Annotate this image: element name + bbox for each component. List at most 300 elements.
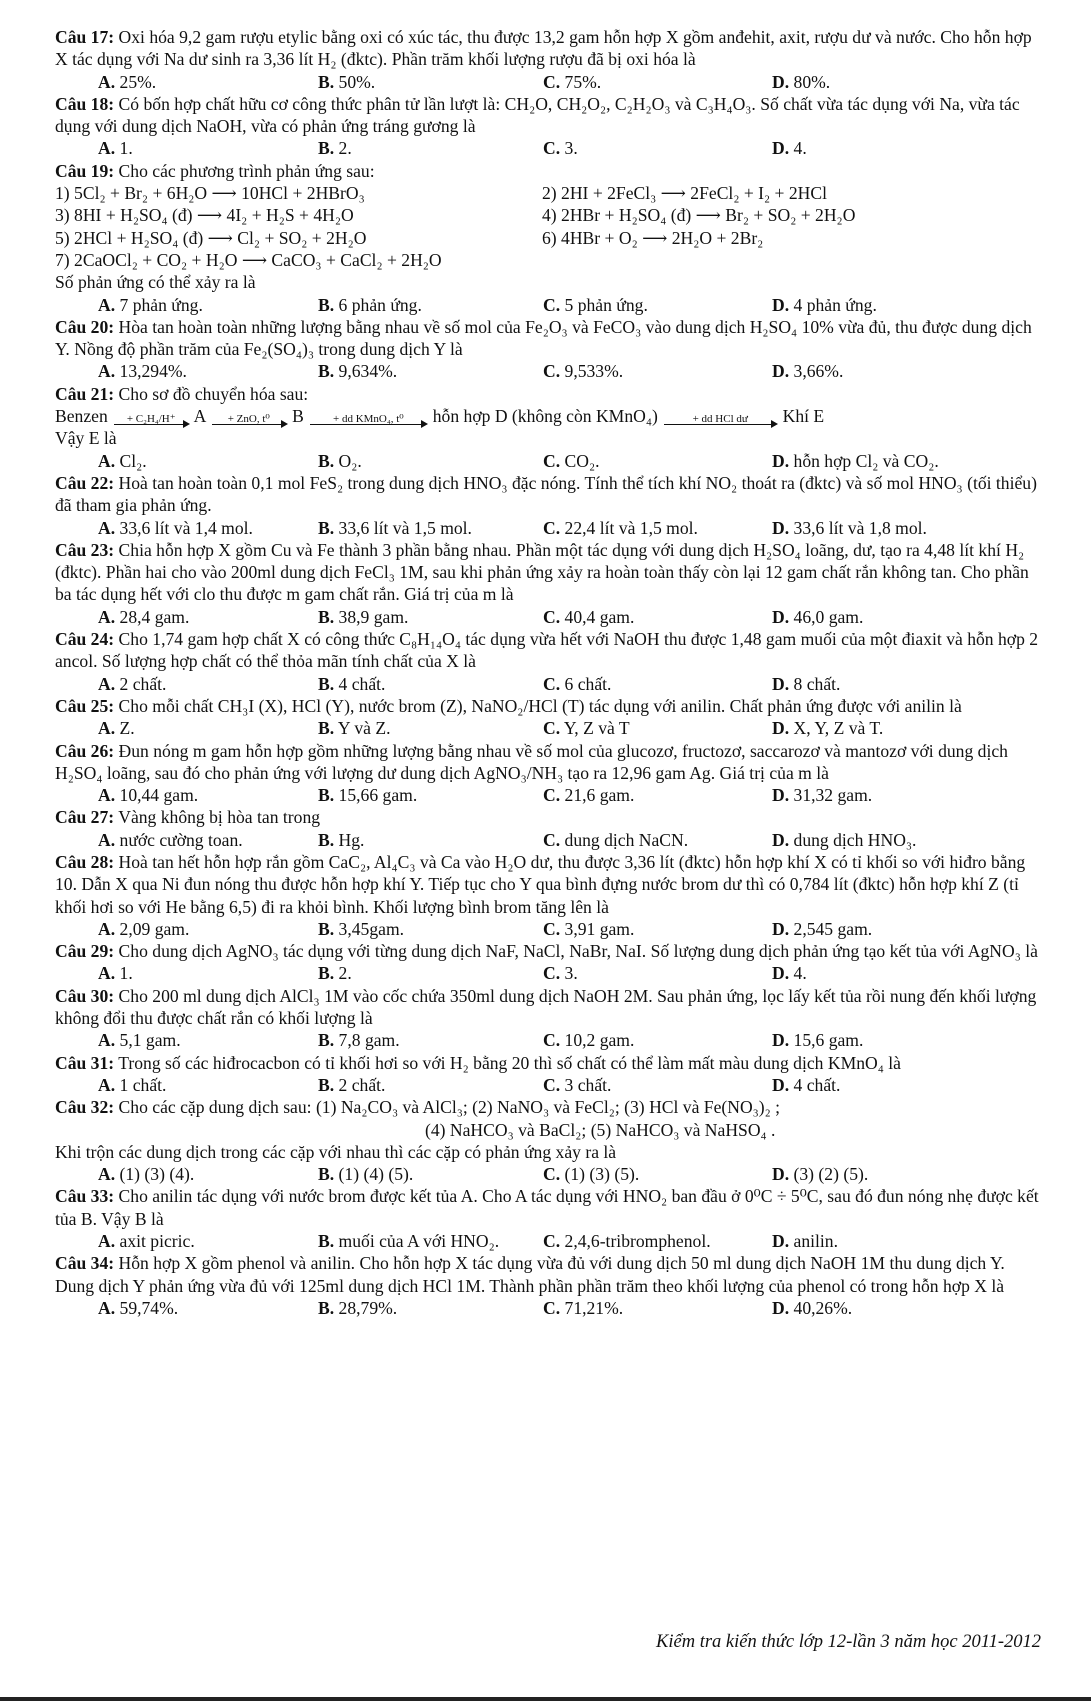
answer-option-d[interactable] — [772, 1163, 868, 1185]
question-stem — [55, 383, 1043, 405]
answer-option-a[interactable] — [98, 673, 318, 695]
question-stem — [55, 1185, 1043, 1230]
question-block — [55, 26, 1043, 93]
option-text: 71,21%. — [564, 1297, 624, 1318]
answer-option-d[interactable] — [772, 1230, 838, 1252]
question-block — [55, 740, 1043, 807]
answer-option-a[interactable] — [98, 1074, 318, 1096]
answer-option-c[interactable] — [543, 450, 772, 472]
answer-option-a[interactable] — [98, 71, 318, 93]
answer-option-b[interactable] — [318, 1029, 543, 1051]
option-text: dung dịch HNO₃. — [793, 829, 917, 850]
answer-option-b[interactable] — [318, 918, 543, 940]
option-text: 9,533%. — [564, 361, 624, 382]
answer-option-a[interactable] — [98, 294, 318, 316]
question-conclusion: Số phản ứng có thể xảy ra là — [55, 272, 256, 293]
question-number: Câu 29: — [55, 941, 115, 962]
answer-option-b[interactable] — [318, 962, 543, 984]
option-letter: B. — [318, 718, 335, 739]
question-number: Câu 26: — [55, 740, 115, 761]
option-text: 2 chất. — [338, 1074, 386, 1095]
option-text: 3. — [564, 963, 578, 984]
option-letter: B. — [318, 785, 335, 806]
question-text: Vàng không bị hòa tan trong — [118, 807, 321, 828]
answer-option-c[interactable] — [543, 918, 772, 940]
option-letter: B. — [318, 1297, 335, 1318]
scheme-node: B — [292, 406, 304, 427]
answer-option-b[interactable] — [318, 294, 543, 316]
option-text: 33,6 lít và 1,5 mol. — [338, 517, 472, 538]
answer-option-b[interactable] — [318, 829, 543, 851]
answer-option-b[interactable] — [318, 517, 543, 539]
option-letter: B. — [318, 361, 335, 382]
option-text: (1) (4) (5). — [338, 1164, 414, 1185]
answer-option-a[interactable] — [98, 360, 318, 382]
option-text: 3 chất. — [564, 1074, 612, 1095]
question-stem — [55, 940, 1043, 962]
option-letter: C. — [543, 450, 561, 471]
option-letter: D. — [772, 294, 790, 315]
question-block — [55, 539, 1043, 628]
question-text: Hoà tan hoàn toàn 0,1 mol FeS₂ trong dung dịch HNO₃ đặc nóng. Tính thể tích khí NO₂ thoát ra (đktc) và số mol HNO₃ (tối thiểu) đã tham gia phản ứng. — [55, 472, 1037, 516]
answer-options — [55, 829, 1043, 851]
answer-option-c[interactable] — [543, 517, 772, 539]
option-text: 4 chất. — [793, 1074, 841, 1095]
option-text: 28,4 gam. — [119, 606, 190, 627]
exam-page — [55, 26, 1043, 1319]
option-letter: C. — [543, 361, 561, 382]
question-block — [55, 160, 1043, 316]
option-text: 15,66 gam. — [338, 785, 418, 806]
option-text: dung dịch NaCN. — [564, 829, 689, 850]
option-letter: A. — [98, 785, 116, 806]
option-text: 1 chất. — [119, 1074, 167, 1095]
answer-option-d[interactable] — [772, 829, 916, 851]
question-block — [55, 695, 1043, 740]
answer-option-b[interactable] — [318, 1163, 543, 1185]
answer-option-c[interactable] — [543, 829, 772, 851]
option-letter: D. — [772, 673, 790, 694]
answer-option-d[interactable] — [772, 450, 939, 472]
question-text: Cho sơ đồ chuyển hóa sau: — [118, 383, 309, 404]
option-text: 7 phản ứng. — [119, 294, 203, 315]
question-block — [55, 383, 1043, 472]
answer-options — [55, 1029, 1043, 1051]
question-block — [55, 628, 1043, 695]
option-letter: A. — [98, 517, 116, 538]
option-letter: C. — [543, 963, 561, 984]
answer-option-d[interactable] — [772, 962, 807, 984]
option-text: 2,4,6-tribromphenol. — [564, 1231, 711, 1252]
question-text: Cho mỗi chất CH₃I (X), HCl (Y), nước brom (Z), NaNO₂/HCl (T) tác dụng với anilin. Chất phản ứng được với anilin là — [118, 695, 962, 716]
answer-option-d[interactable] — [772, 1074, 840, 1096]
option-letter: D. — [772, 1164, 790, 1185]
option-letter: B. — [318, 829, 335, 850]
answer-option-a[interactable] — [98, 1029, 318, 1051]
question-stem — [55, 93, 1043, 138]
answer-option-c[interactable] — [543, 1029, 772, 1051]
question-block — [55, 1252, 1043, 1319]
option-text: Y và Z. — [337, 718, 391, 739]
option-text: 4 chất. — [338, 673, 386, 694]
scheme-node: Benzen — [55, 406, 108, 427]
question-stem — [55, 26, 1043, 71]
option-letter: B. — [318, 1074, 335, 1095]
reaction-arrow — [662, 413, 778, 425]
option-letter: D. — [772, 361, 790, 382]
question-stem — [55, 985, 1043, 1030]
question-number: Câu 34: — [55, 1253, 115, 1274]
answer-option-c[interactable] — [543, 1163, 772, 1185]
question-block — [55, 940, 1043, 985]
option-text: 80%. — [793, 71, 831, 92]
option-letter: B. — [318, 963, 335, 984]
question-number: Câu 30: — [55, 985, 115, 1006]
question-stem — [55, 1052, 1043, 1074]
option-letter: B. — [318, 138, 335, 159]
answer-option-a[interactable] — [98, 784, 318, 806]
question-text: Hòa tan hoàn toàn những lượng bằng nhau về số mol của Fe₂O₃ và FeCO₃ vào dung dịch H₂SO₄ 10% vừa đủ, thu được dung dịch Y. Nồng độ phần trăm của Fe₂(SO₄)₃ trong dung dịch Y là — [55, 316, 1032, 360]
answer-options — [55, 450, 1043, 472]
question-text: Đun nóng m gam hỗn hợp gồm những lượng bằng nhau về số mol của glucozơ, fructozơ, saccarozơ và mantozơ với dung dịch H₂SO₄ loãng, sau đó cho phản ứng với lượng dư dung dịch AgNO₃/NH₃ tạo ra 12,96 gam Ag. Giá trị của m là — [55, 740, 1008, 783]
scheme-node: hỗn hợp D (không còn KMnO₄) — [432, 406, 658, 427]
question-number: Câu 33: — [55, 1186, 115, 1207]
option-letter: A. — [98, 606, 116, 627]
answer-option-d[interactable] — [772, 294, 877, 316]
equation: 3) 8HI + H₂SO₄ (đ) ⟶ 4I₂ + H₂S + 4H₂O — [55, 205, 354, 226]
question-number: Câu 19: — [55, 160, 115, 181]
option-text: nước cường toan. — [119, 829, 243, 850]
question-block — [55, 472, 1043, 539]
option-letter: D. — [772, 718, 790, 739]
answer-option-d[interactable] — [772, 784, 872, 806]
option-letter: D. — [772, 606, 790, 627]
option-letter: C. — [543, 71, 561, 92]
reaction-arrow — [308, 413, 428, 425]
answer-option-a[interactable] — [98, 829, 318, 851]
answer-options — [55, 71, 1043, 93]
option-letter: C. — [543, 918, 561, 939]
option-text: 75%. — [564, 71, 602, 92]
option-letter: A. — [98, 294, 116, 315]
option-text: 4. — [793, 963, 807, 984]
answer-options — [55, 784, 1043, 806]
arrow-condition: + C₂H₄/H⁺ — [126, 413, 176, 426]
answer-option-b[interactable] — [318, 1297, 543, 1319]
option-letter: B. — [318, 1231, 335, 1252]
answer-option-a[interactable] — [98, 450, 318, 472]
option-text: X, Y, Z và T. — [793, 718, 884, 739]
answer-options — [55, 1297, 1043, 1319]
question-number: Câu 22: — [55, 472, 115, 493]
answer-option-a[interactable] — [98, 918, 318, 940]
answer-option-b[interactable] — [318, 137, 543, 159]
question-number: Câu 18: — [55, 93, 115, 114]
question-block — [55, 1185, 1043, 1252]
answer-option-b[interactable] — [318, 450, 543, 472]
option-letter: C. — [543, 829, 561, 850]
option-letter: A. — [98, 71, 116, 92]
arrow-line — [114, 424, 188, 425]
option-text: 21,6 gam. — [564, 785, 635, 806]
pair-list-line: (4) NaHCO₃ và BaCl₂; (5) NaHCO₃ và NaHSO₄ . — [425, 1119, 776, 1140]
option-text: O₂. — [338, 450, 362, 471]
answer-option-d[interactable] — [772, 918, 872, 940]
option-text: 25%. — [119, 71, 157, 92]
option-letter: A. — [98, 1030, 116, 1051]
answer-option-a[interactable] — [98, 606, 318, 628]
question-text: Hỗn hợp X gồm phenol và anilin. Cho hỗn hợp X tác dụng vừa đủ với dung dịch 50 ml dung dịch NaOH 1M thu dung dịch Y. Dung dịch Y phản ứng vừa đủ với 125ml dung dịch HCl 1M. Thành phần phần trăm theo khối lượng của phenol có trong hỗn hợp X là — [55, 1253, 1005, 1296]
question-text: Cho các phương trình phản ứng sau: — [118, 160, 375, 181]
option-text: 4 phản ứng. — [793, 294, 877, 315]
option-letter: D. — [772, 785, 790, 806]
option-text: 59,74%. — [119, 1297, 179, 1318]
question-text: Oxi hóa 9,2 gam rượu etylic bằng oxi có xúc tác, thu được 13,2 gam hỗn hợp X gồm anđehit, axit, rượu dư và nước. Cho hỗn hợp X tác dụng với Na dư sinh ra 3,36 lít H₂ (đktc). Phần trăm khối lượng rượu đã bị oxi hóa là — [55, 27, 1032, 70]
answer-options — [55, 918, 1043, 940]
answer-option-d[interactable] — [772, 1297, 852, 1319]
option-text: 3,45gam. — [338, 918, 405, 939]
answer-option-b[interactable] — [318, 1074, 543, 1096]
option-letter: C. — [543, 673, 561, 694]
option-letter: B. — [318, 294, 335, 315]
option-letter: B. — [318, 606, 335, 627]
option-text: (1) (3) (4). — [119, 1164, 195, 1185]
question-stem — [55, 539, 1043, 606]
option-letter: C. — [543, 1164, 561, 1185]
option-text: 15,6 gam. — [793, 1030, 864, 1051]
option-text: 31,32 gam. — [793, 785, 873, 806]
option-text: muối của A với HNO₂. — [338, 1231, 500, 1252]
option-text: 2,545 gam. — [793, 918, 873, 939]
option-letter: B. — [318, 673, 335, 694]
answer-options — [55, 673, 1043, 695]
answer-option-a[interactable] — [98, 1297, 318, 1319]
equation: 2) 2HI + 2FeCl₃ ⟶ 2FeCl₂ + I₂ + 2HCl — [542, 183, 828, 204]
question-text: Hoà tan hết hỗn hợp rắn gồm CaC₂, Al₄C₃ và Ca vào H₂O dư, thu được 3,36 lít (đktc) hỗn hợp khí X có tỉ khối so với hiđro bằng 10. Dẫn X qua Ni đun nóng thu được hỗn hợp khí Y. Tiếp tục cho Y qua bình đựng nước brom dư thì có 0,784 lít (đktc) hỗn hợp khí Z (tỉ khối hơi so với He bằng 6,5) đi ra khỏi bình. Khối lượng bình brom tăng lên là — [55, 851, 1026, 917]
answer-options — [55, 717, 1043, 739]
answer-option-c[interactable] — [543, 784, 772, 806]
question-number: Câu 17: — [55, 27, 115, 47]
equation: 6) 4HBr + O₂ ⟶ 2H₂O + 2Br₂ — [542, 227, 764, 248]
answer-options — [55, 137, 1043, 159]
answer-option-c[interactable] — [543, 717, 772, 739]
answer-option-d[interactable] — [772, 606, 863, 628]
question-conclusion: Vậy E là — [55, 428, 117, 449]
question-number: Câu 28: — [55, 851, 115, 872]
arrow-line — [310, 424, 426, 425]
question-block — [55, 1052, 1043, 1097]
answer-option-b[interactable] — [318, 717, 543, 739]
option-text: 7,8 gam. — [338, 1030, 400, 1051]
answer-option-d[interactable] — [772, 517, 927, 539]
option-letter: C. — [543, 1030, 561, 1051]
reaction-arrow — [210, 413, 288, 425]
answer-option-b[interactable] — [318, 1230, 543, 1252]
option-letter: D. — [772, 829, 790, 850]
arrow-line — [664, 424, 776, 425]
option-letter: C. — [543, 785, 561, 806]
answer-options — [55, 606, 1043, 628]
scheme-node: Khí E — [782, 406, 825, 427]
answer-options — [55, 962, 1043, 984]
option-letter: C. — [543, 1297, 561, 1318]
equation: 7) 2CaOCl₂ + CO₂ + H₂O ⟶ CaCO₃ + CaCl₂ + 2H₂O — [55, 249, 442, 270]
question-block — [55, 985, 1043, 1052]
option-text: 3. — [564, 138, 578, 159]
option-text: 28,79%. — [338, 1297, 398, 1318]
question-stem — [55, 695, 1043, 717]
question-stem — [55, 160, 1043, 182]
option-letter: B. — [318, 71, 335, 92]
option-text: 1. — [119, 138, 133, 159]
question-block — [55, 316, 1043, 383]
option-letter: C. — [543, 718, 561, 739]
option-text: 33,6 lít và 1,4 mol. — [119, 517, 253, 538]
answer-option-d[interactable] — [772, 673, 840, 695]
answer-option-d[interactable] — [772, 717, 883, 739]
question-text: Chia hỗn hợp X gồm Cu và Fe thành 3 phần bằng nhau. Phần một tác dụng với dung dịch H₂SO₄ loãng, dư, tạo ra 4,48 lít khí H₂ (đktc). Phần hai cho vào 200ml dung dịch FeCl₃ 1M, sau khi phản ứng xảy ra hoàn toàn thấy còn lại 12 gam chất rắn không tan. Cho phần ba tác dụng hết với clo thu được m gam chất rắn. Giá trị của m là — [55, 539, 1029, 605]
question-block — [55, 806, 1043, 851]
option-letter: D. — [772, 1297, 790, 1318]
question-text: Cho 200 ml dung dịch AlCl₃ 1M vào cốc chứa 350ml dung dịch NaOH 2M. Sau phản ứng, lọc lấy kết tủa rồi nung đến khối lượng không đổi thu được chất rắn có khối lượng là — [55, 985, 1037, 1029]
option-letter: A. — [98, 718, 116, 739]
conversion-scheme — [55, 405, 1043, 427]
question-number: Câu 20: — [55, 316, 115, 337]
option-text: CO₂. — [564, 450, 600, 471]
question-conclusion: Khi trộn các dung dịch trong các cặp với nhau thì các cặp có phản ứng xảy ra là — [55, 1141, 617, 1162]
answer-option-c[interactable] — [543, 1297, 772, 1319]
answer-option-c[interactable] — [543, 294, 772, 316]
option-text: 50%. — [338, 71, 376, 92]
answer-options — [55, 360, 1043, 382]
answer-option-b[interactable] — [318, 606, 543, 628]
answer-option-c[interactable] — [543, 606, 772, 628]
answer-option-a[interactable] — [98, 1230, 318, 1252]
page-footer: Kiểm tra kiến thức lớp 12-lần 3 năm học 2011-2012 — [656, 1632, 1041, 1652]
option-text: 13,294%. — [119, 361, 187, 382]
question-text: Cho các cặp dung dịch sau: — [118, 1097, 312, 1118]
option-text: 38,9 gam. — [338, 606, 409, 627]
bottom-rule — [0, 1697, 1091, 1701]
option-letter: D. — [772, 71, 790, 92]
answer-option-c[interactable] — [543, 360, 772, 382]
option-text: 10,2 gam. — [564, 1030, 635, 1051]
option-text: 5 phản ứng. — [564, 294, 648, 315]
reaction-arrow — [112, 413, 190, 425]
question-stem — [55, 1252, 1043, 1297]
arrow-line — [212, 424, 286, 425]
option-text: 10,44 gam. — [119, 785, 199, 806]
question-stem — [55, 806, 1043, 828]
option-text: 3,91 gam. — [564, 918, 635, 939]
answer-options — [55, 1074, 1043, 1096]
answer-option-c[interactable] — [543, 1230, 772, 1252]
option-text: 5,1 gam. — [119, 1030, 181, 1051]
option-letter: A. — [98, 1164, 116, 1185]
answer-option-a[interactable] — [98, 517, 318, 539]
option-letter: A. — [98, 138, 116, 159]
option-text: 2 chất. — [119, 673, 167, 694]
option-letter: A. — [98, 1297, 116, 1318]
answer-option-a[interactable] — [98, 717, 318, 739]
equation-list — [55, 182, 1043, 271]
answer-option-d[interactable] — [772, 137, 807, 159]
option-letter: D. — [772, 1030, 790, 1051]
question-number: Câu 24: — [55, 629, 115, 650]
option-letter: C. — [543, 294, 561, 315]
arrow-condition: + ZnO, t⁰ — [227, 413, 270, 426]
answer-option-c[interactable] — [543, 962, 772, 984]
question-stem — [55, 316, 1043, 361]
answer-option-c[interactable] — [543, 673, 772, 695]
option-letter: C. — [543, 606, 561, 627]
question-block — [55, 851, 1043, 940]
option-letter: B. — [318, 1030, 335, 1051]
option-letter: A. — [98, 1231, 116, 1252]
answer-option-b[interactable] — [318, 784, 543, 806]
question-number: Câu 21: — [55, 383, 115, 404]
pair-list-line: (1) Na₂CO₃ và AlCl₃; (2) NaNO₃ và FeCl₂; (3) HCl và Fe(NO₃)₂ ; — [315, 1097, 781, 1118]
question-block — [55, 93, 1043, 160]
option-letter: B. — [318, 450, 335, 471]
question-number: Câu 25: — [55, 695, 115, 716]
question-text: Cho 1,74 gam hợp chất X có công thức C₈H₁₄O₄ tác dụng vừa hết với NaOH thu được 1,48 gam muối của một điaxit và hỗn hợp 2 ancol. Số lượng hợp chất có thể thỏa mãn tính chất của X là — [55, 629, 1039, 672]
answer-option-c[interactable] — [543, 1074, 772, 1096]
equation: 5) 2HCl + H₂SO₄ (đ) ⟶ Cl₂ + SO₂ + 2H₂O — [55, 227, 367, 248]
answer-option-d[interactable] — [772, 360, 843, 382]
answer-option-a[interactable] — [98, 1163, 318, 1185]
question-block — [55, 1096, 1043, 1185]
question-number: Câu 32: — [55, 1097, 115, 1118]
option-text: 3,66%. — [793, 361, 844, 382]
answer-option-a[interactable] — [98, 137, 318, 159]
question-number: Câu 27: — [55, 807, 115, 828]
option-text: 6 chất. — [564, 673, 612, 694]
option-letter: D. — [772, 450, 790, 471]
answer-options — [55, 294, 1043, 316]
answer-option-b[interactable] — [318, 673, 543, 695]
scheme-node: A — [193, 406, 206, 427]
option-letter: A. — [98, 673, 116, 694]
option-letter: D. — [772, 138, 790, 159]
answer-option-b[interactable] — [318, 360, 543, 382]
answer-option-c[interactable] — [543, 71, 772, 93]
option-letter: A. — [98, 1074, 116, 1095]
option-letter: C. — [543, 1231, 561, 1252]
answer-option-d[interactable] — [772, 1029, 863, 1051]
question-text: Cho dung dịch AgNO₃ tác dụng với từng dung dịch NaF, NaCl, NaBr, NaI. Số lượng dung dịch phản ứng tạo kết tủa với AgNO₃ là — [118, 941, 1038, 962]
option-letter: D. — [772, 963, 790, 984]
option-text: 4. — [793, 138, 807, 159]
question-stem — [55, 851, 1043, 918]
answer-option-a[interactable] — [98, 962, 318, 984]
answer-option-c[interactable] — [543, 137, 772, 159]
option-letter: D. — [772, 918, 790, 939]
option-letter: A. — [98, 963, 116, 984]
option-text: (3) (2) (5). — [793, 1164, 869, 1185]
option-text: Hg. — [338, 829, 365, 850]
option-text: 2. — [338, 138, 352, 159]
answer-option-b[interactable] — [318, 71, 543, 93]
option-text: axit picric. — [119, 1231, 195, 1252]
answer-option-d[interactable] — [772, 71, 830, 93]
option-letter: D. — [772, 1231, 790, 1252]
option-letter: D. — [772, 1074, 790, 1095]
question-number: Câu 23: — [55, 539, 115, 560]
arrow-condition: + dd KMnO₄, t⁰ — [332, 413, 404, 426]
option-text: 40,4 gam. — [564, 606, 635, 627]
option-text: 46,0 gam. — [793, 606, 864, 627]
